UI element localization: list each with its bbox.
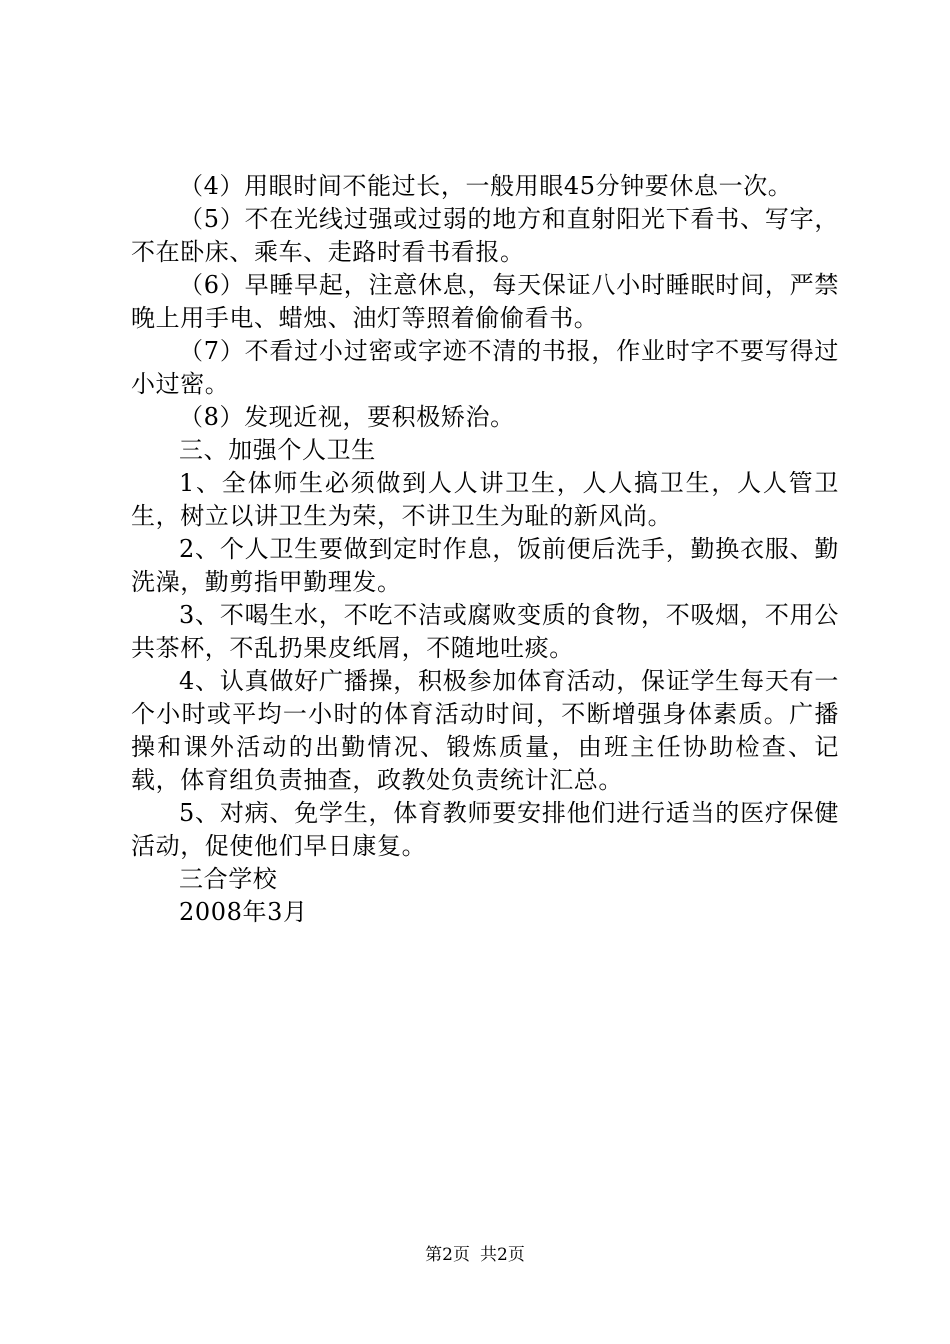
document-body — [131, 170, 839, 929]
eye-care-item-5: （5）不在光线过强或过弱的地方和直射阳光下看书、写字，不在卧床、乘车、走路时看书看报。 — [131, 205, 839, 266]
eye-care-item-7: （7）不看过小过密或字迹不清的书报，作业时字不要写得过小过密。 — [131, 337, 839, 398]
eye-care-item-4: （4）用眼时间不能过长，一般用眼45分钟要休息一次。 — [179, 172, 793, 200]
signature-school: 三合学校 — [179, 865, 278, 893]
hygiene-item-3: 3、不喝生水，不吃不洁或腐败变质的食物，不吸烟，不用公共茶杯，不乱扔果皮纸屑，不随地吐痰。 — [131, 601, 839, 662]
hygiene-item-5: 5、对病、免学生，体育教师要安排他们进行适当的医疗保健活动，促使他们早日康复。 — [131, 799, 839, 860]
section-heading-hygiene: 三、加强个人卫生 — [179, 436, 376, 464]
hygiene-item-1: 1、全体师生必须做到人人讲卫生，人人搞卫生，人人管卫生，树立以讲卫生为荣，不讲卫生为耻的新风尚。 — [131, 469, 839, 530]
page-footer — [0, 1244, 950, 1266]
eye-care-item-6: （6）早睡早起，注意休息，每天保证八小时睡眠时间，严禁晚上用手电、蜡烛、油灯等照着偷偷看书。 — [131, 271, 839, 332]
hygiene-item-4: 4、认真做好广播操，积极参加体育活动，保证学生每天有一个小时或平均一小时的体育活动时间，不断增强身体素质。广播操和课外活动的出勤情况、锻炼质量，由班主任协助检查、记载，体育组负责抽查，政教处负责统计汇总。 — [131, 667, 839, 794]
page-number-total: 共2页 — [480, 1245, 525, 1265]
page-number-current: 第2页 — [425, 1245, 470, 1265]
hygiene-item-2: 2、个人卫生要做到定时作息，饭前便后洗手，勤换衣服、勤洗澡，勤剪指甲勤理发。 — [131, 535, 839, 596]
eye-care-item-8: （8）发现近视，要积极矫治。 — [179, 403, 515, 431]
signature-date: 2008年3月 — [179, 898, 308, 926]
